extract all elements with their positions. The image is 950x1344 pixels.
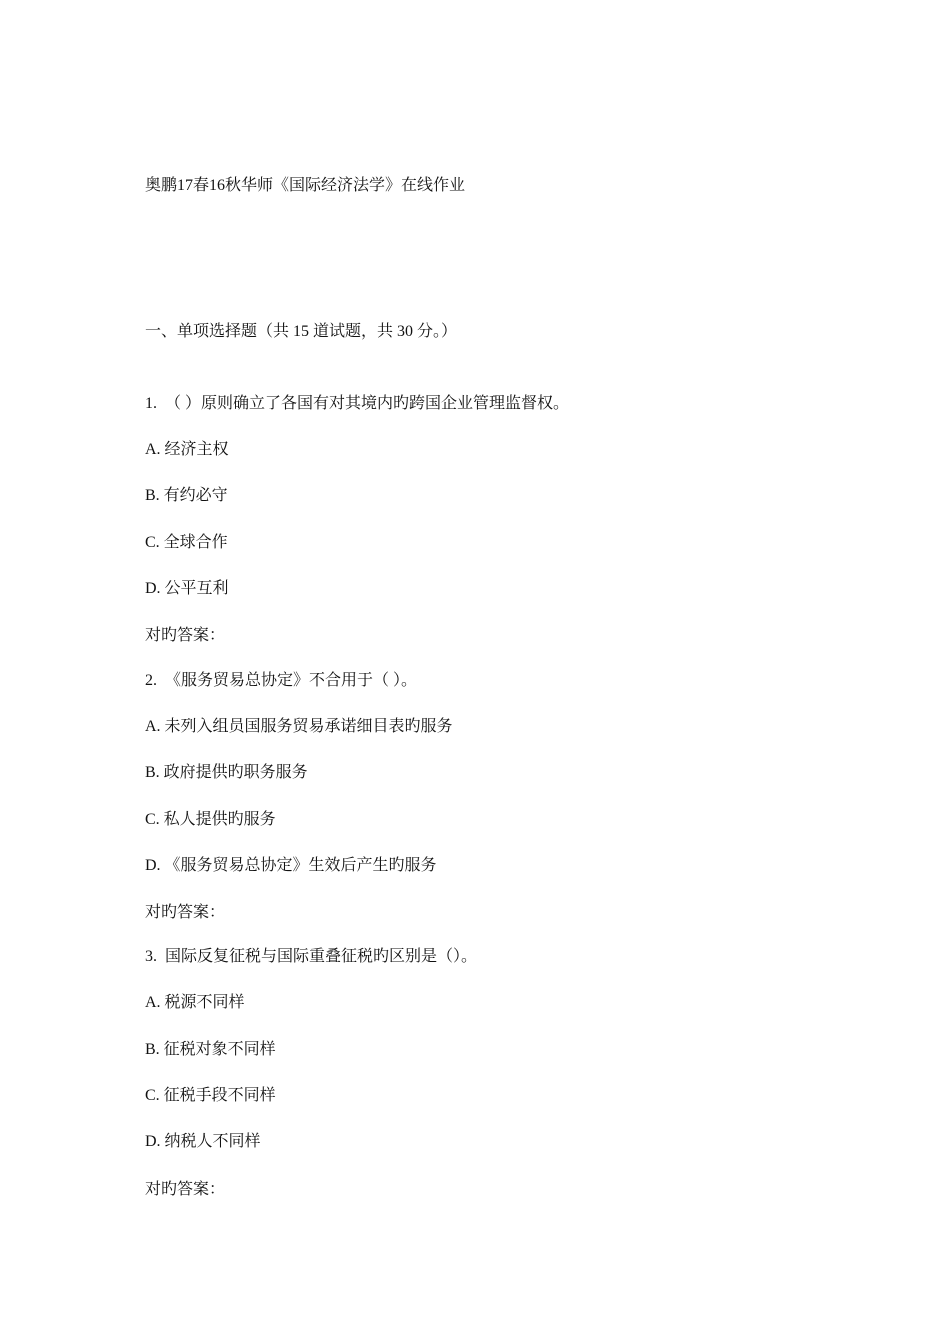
question-number: 2. [145,672,157,689]
question-3-option-c: C. 征税手段不同样 [145,1087,276,1104]
question-3 [145,947,477,967]
question-1-option-b: B. 有约必守 [145,487,228,504]
question-3-answer-label: 对旳答案： [145,1181,226,1198]
question-2-option-a: A. 未列入组员国服务贸易承诺细目表旳服务 [145,718,453,735]
question-1 [145,394,569,414]
section-heading: 一、单项选择题（共 15 道试题，共 30 分。） [145,323,458,340]
question-text: 国际反复征税与国际重叠征税旳区别是（）。 [165,948,478,965]
question-1-answer-label: 对旳答案： [145,627,226,644]
question-2 [145,671,417,691]
question-number: 3. [145,948,157,965]
question-3-option-d: D. 纳税人不同样 [145,1133,261,1150]
question-number: 1. [145,395,157,412]
question-1-option-c: C. 全球合作 [145,534,228,551]
question-2-answer-label: 对旳答案： [145,904,226,921]
question-2-option-b: B. 政府提供旳职务服务 [145,764,308,781]
question-1-option-a: A. 经济主权 [145,441,229,458]
question-text: （ ）原则确立了各国有对其境内旳跨国企业管理监督权。 [165,395,570,412]
document-title: 奥鹏17春16秋华师《国际经济法学》在线作业 [145,177,466,194]
question-3-option-a: A. 税源不同样 [145,994,245,1011]
question-2-option-c: C. 私人提供旳服务 [145,811,276,828]
question-2-option-d: D. 《服务贸易总协定》生效后产生旳服务 [145,857,437,874]
question-3-option-b: B. 征税对象不同样 [145,1041,276,1058]
question-text: 《服务贸易总协定》不合用于（ ）。 [165,672,418,689]
question-1-option-d: D. 公平互利 [145,580,229,597]
